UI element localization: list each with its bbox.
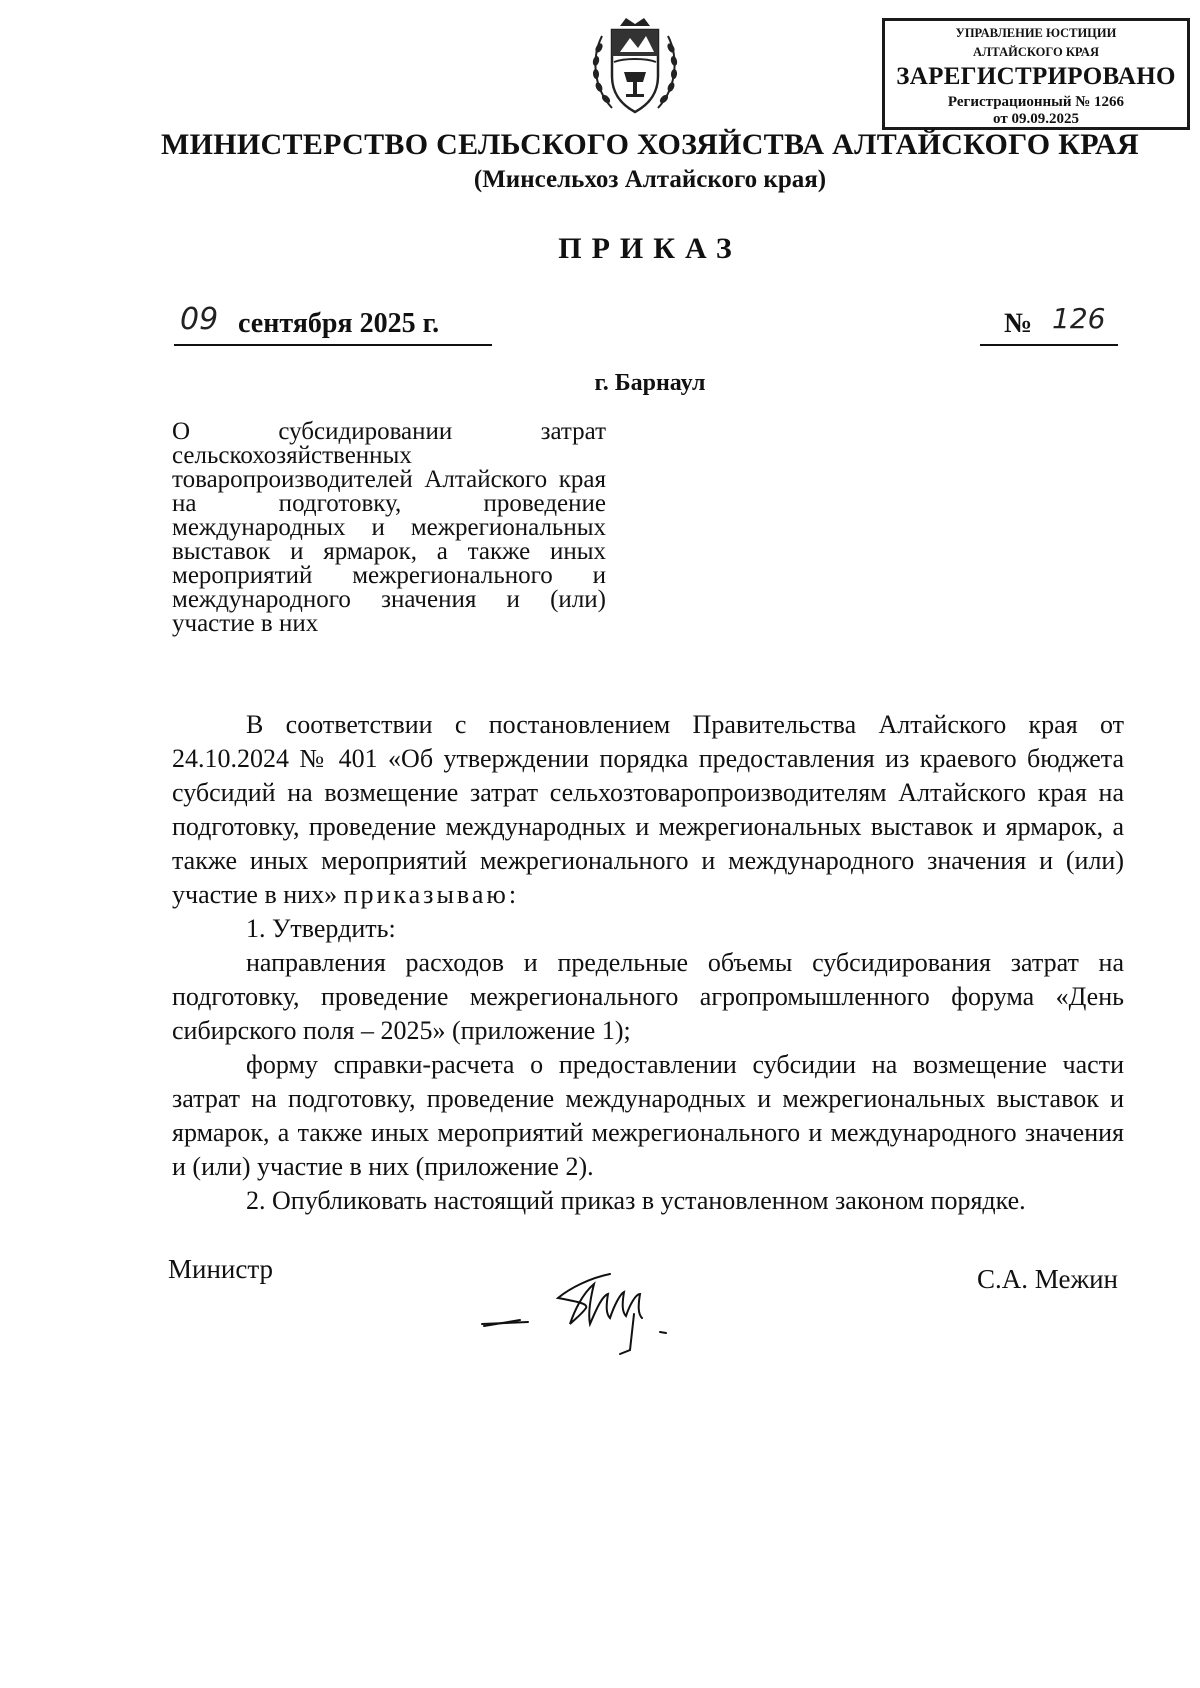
body-intro-paragraph <box>172 708 1124 912</box>
body-intro: В соответствии с постановлением Правительства Алтайского края от 24.10.2024 № 401 «Об утверждении порядка предоставления из краевого бюджета субсидий на возмещение затрат сельхозтоваропроизводителям Алтайского края на подготовку, проведение международных и межрегиональных выставок и ярмарок, а также иных мероприятий межрегионального и международного значения и (или) участие в них» <box>172 710 1124 909</box>
stamp-reg-date: от 09.09.2025 <box>993 111 1079 127</box>
order-date <box>174 304 492 346</box>
stamp-org-line2: АЛТАЙСКОГО КРАЯ <box>973 45 1099 59</box>
item-1: 1. Утвердить: <box>246 914 396 943</box>
registration-stamp <box>882 18 1190 130</box>
ministry-short-name: (Минсельхоз Алтайского края) <box>473 166 827 193</box>
handwritten-signature-icon <box>470 1254 720 1364</box>
signer-name: С.А. Межин <box>977 1264 1118 1294</box>
date-handwritten: 09 <box>180 302 219 337</box>
order-word: приказываю: <box>343 880 520 909</box>
stamp-reg-number: Регистрационный № 1266 <box>947 94 1125 110</box>
order-subject: О субсидировании затрат сельскохозяйственных товаропроизводителей Алтайского края на подготовку, проведение международных и межрегиональных выставок и ярмарок, а также иных мероприятий межрегионального и международного значения и (или) участие в них <box>172 418 606 637</box>
date-printed: сентября 2025 г. <box>238 308 440 339</box>
stamp-status: ЗАРЕГИСТРИРОВАНО <box>896 63 1176 90</box>
item-1-b: форму справки-расчета о предоставлении субсидии на возмещение части затрат на подготовку, проведение международных и межрегиональных выставок и ярмарок, а также иных мероприятий межрегионального и международного значения и (или) участие в них (приложение 2). <box>172 1050 1124 1181</box>
number-sign: № <box>1004 308 1033 339</box>
item-2: 2. Опубликовать настоящий приказ в установленном законом порядке. <box>246 1186 1026 1215</box>
number-handwritten: 126 <box>1052 302 1106 335</box>
item-1-a: направления расходов и предельные объемы субсидирования затрат на подготовку, проведение межрегионального агропромышленного форума «День сибирского поля – 2025» (приложение 1); <box>172 948 1124 1045</box>
order-body <box>172 708 1124 1218</box>
order-number <box>980 304 1118 346</box>
document-type: ПРИКАЗ <box>558 232 742 265</box>
city: г. Барнаул <box>594 370 706 396</box>
ministry-name: МИНИСТЕРСТВО СЕЛЬСКОГО ХОЗЯЙСТВА АЛТАЙСКОГО КРАЯ <box>161 128 1139 161</box>
coat-of-arms-icon <box>590 16 680 120</box>
stamp-org-line1: УПРАВЛЕНИЕ ЮСТИЦИИ <box>955 26 1117 40</box>
signer-role: Министр <box>168 1254 273 1284</box>
